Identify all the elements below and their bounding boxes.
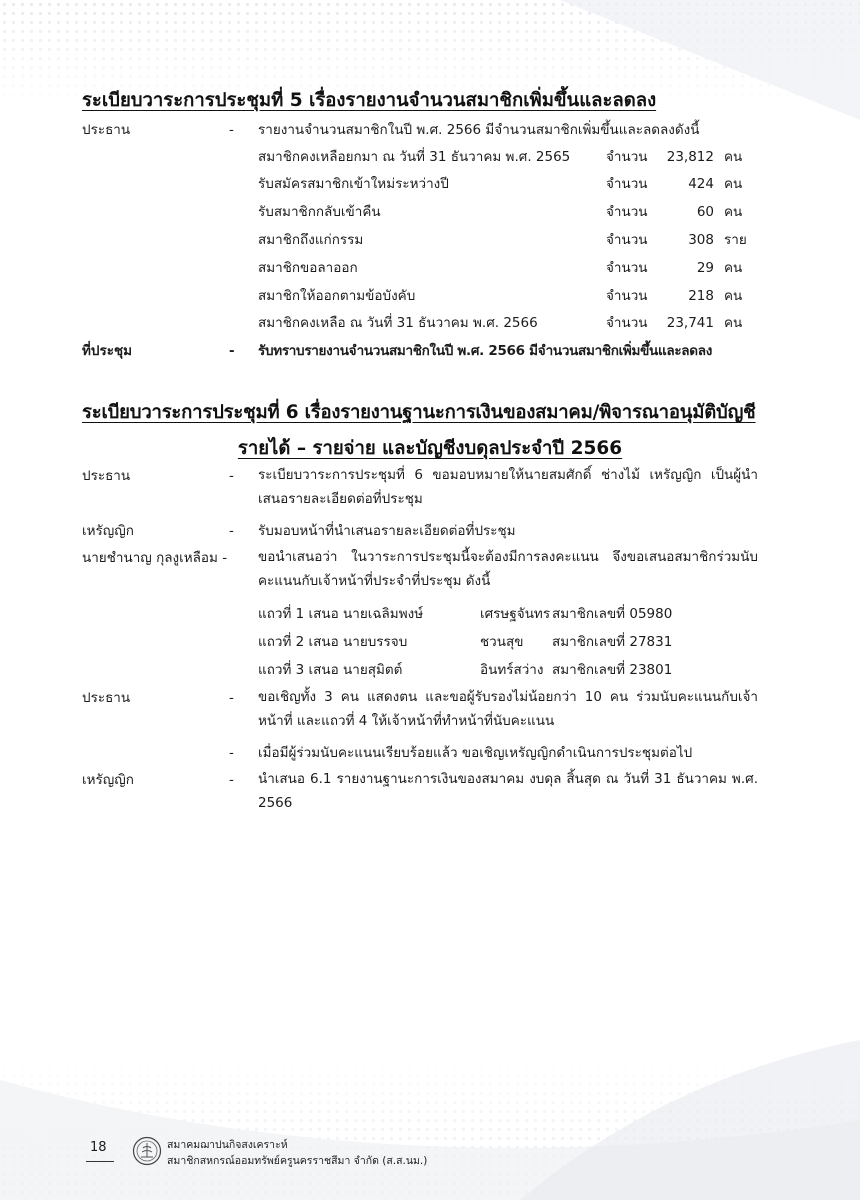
member-count: 424 <box>688 176 714 192</box>
dash: - <box>229 690 234 706</box>
member-row <box>0 283 860 309</box>
member-count: 29 <box>696 260 714 276</box>
proposal-member-no: สมาชิกเลขที่ 23801 <box>552 662 673 678</box>
page-footer <box>0 1132 860 1182</box>
member-label: สมาชิกขอลาออก <box>258 260 358 276</box>
member-row <box>0 171 860 197</box>
section5-heading: ระเบียบวาระการประชุมที่ 5 เรื่องรายงานจำนวนสมาชิกเพิ่มขึ้นและลดลง <box>82 90 657 111</box>
dash: - <box>229 523 234 539</box>
proposal-member-no: สมาชิกเลขที่ 27831 <box>552 634 673 650</box>
page-number: 18 <box>90 1140 107 1155</box>
member-count: 308 <box>688 232 714 248</box>
member-unit: จำนวน <box>606 260 648 276</box>
entry-row <box>0 545 860 595</box>
entry-text: เมื่อมีผู้ร่วมนับคะแนนเรียบร้อยแล้ว ขอเชิญเหรัญญิกดำเนินการประชุมต่อไป <box>258 745 693 761</box>
proposal-row <box>0 657 860 683</box>
member-label: สมาชิกถึงแก่กรรม <box>258 232 364 248</box>
member-count: 60 <box>696 204 714 220</box>
member-row <box>0 310 860 336</box>
speaker-label: เหรัญญิก <box>82 772 134 788</box>
member-label: สมาชิกให้ออกตามข้อบังคับ <box>258 288 416 304</box>
entry-row <box>0 685 860 735</box>
entry-text: ระเบียบวาระการประชุมที่ 6 ขอมอบหมายให้นายสมศักดิ์ ช่างไม้ เหรัญญิก เป็นผู้นำเสนอรายละเอียดต่อที่ประชุม <box>258 467 758 507</box>
member-suffix: คน <box>724 260 743 276</box>
member-unit: จำนวน <box>606 315 648 331</box>
member-unit: จำนวน <box>606 232 648 248</box>
member-unit: จำนวน <box>606 288 648 304</box>
dash: - <box>229 745 234 761</box>
entry-text: นำเสนอ 6.1 รายงานฐานะการเงินของสมาคม งบดุล สิ้นสุด ณ วันที่ 31 ธันวาคม พ.ศ. 2566 <box>258 771 758 811</box>
member-count: 23,812 <box>666 149 714 165</box>
section5-intro-row <box>0 117 860 143</box>
member-unit: จำนวน <box>606 204 648 220</box>
entry-row <box>0 463 860 513</box>
member-unit: จำนวน <box>606 149 648 165</box>
speaker-label: ที่ประชุม <box>82 343 133 359</box>
proposal-row <box>0 629 860 655</box>
section6-heading-line2: รายได้ – รายจ่าย และบัญชีงบดุลประจำปี 2566 <box>237 438 623 459</box>
org-name-line1: สมาคมฌาปนกิจสงเคราะห์ <box>167 1139 288 1151</box>
dash: - <box>229 122 234 138</box>
entry-row <box>0 518 860 544</box>
speaker-label: ประธาน <box>82 468 131 484</box>
section6-heading-line1: ระเบียบวาระการประชุมที่ 6 เรื่องรายงานฐานะการเงินของสมาคม/พิจารณาอนุมัติบัญชี <box>82 402 756 423</box>
member-unit: จำนวน <box>606 176 648 192</box>
member-suffix: ราย <box>724 232 747 248</box>
proposal-row <box>0 601 860 627</box>
speaker-label: นายชำนาญ กุลงูเหลือม - <box>82 550 228 566</box>
speaker-label: ประธาน <box>82 690 131 706</box>
proposal-name: แถวที่ 3 เสนอ นายสุมิตต์ <box>258 662 403 678</box>
speaker-label: ประธาน <box>82 122 131 138</box>
member-label: สมาชิกคงเหลือ ณ วันที่ 31 ธันวาคม พ.ศ. 2566 <box>258 315 538 331</box>
member-suffix: คน <box>724 149 743 165</box>
intro-text: รายงานจำนวนสมาชิกในปี พ.ศ. 2566 มีจำนวนสมาชิกเพิ่มขึ้นและลดลงดังนี้ <box>258 122 700 138</box>
member-label: รับสมัครสมาชิกเข้าใหม่ระหว่างปี <box>258 176 449 192</box>
member-row <box>0 199 860 225</box>
entry-row <box>0 767 860 817</box>
proposal-surname: อินทร์สว่าง <box>480 662 544 678</box>
member-row <box>0 144 860 170</box>
entry-text: ขอนำเสนอว่า ในวาระการประชุมนี้จะต้องมีการลงคะแนน จึงขอเสนอสมาชิกร่วมนับคะแนนกับเจ้าหน้าที่ประจำที่ประชุม ดังนี้ <box>258 549 758 589</box>
proposal-surname: เศรษฐจันทร <box>480 606 551 622</box>
proposal-name: แถวที่ 2 เสนอ นายบรรจบ <box>258 634 408 650</box>
member-suffix: คน <box>724 204 743 220</box>
member-row <box>0 255 860 281</box>
section5-resolution-row <box>0 338 860 364</box>
proposal-surname: ชวนสุข <box>480 634 524 650</box>
entry-row <box>0 740 860 766</box>
org-name-line2: สมาชิกสหกรณ์ออมทรัพย์ครูนครราชสีมา จำกัด (ส.ส.นม.) <box>167 1155 428 1167</box>
proposal-member-no: สมาชิกเลขที่ 05980 <box>552 606 673 622</box>
member-suffix: คน <box>724 176 743 192</box>
member-count: 23,741 <box>666 315 714 331</box>
entry-text: รับมอบหน้าที่นำเสนอรายละเอียดต่อที่ประชุม <box>258 523 516 539</box>
resolution-text: รับทราบรายงานจำนวนสมาชิกในปี พ.ศ. 2566 มีจำนวนสมาชิกเพิ่มขึ้นและลดลง <box>258 343 713 359</box>
dash: - <box>229 772 234 788</box>
dash: - <box>229 468 234 484</box>
member-label: สมาชิกคงเหลือยกมา ณ วันที่ 31 ธันวาคม พ.ศ. 2565 <box>258 149 571 165</box>
association-logo-icon <box>132 1136 162 1166</box>
member-suffix: คน <box>724 288 743 304</box>
page-number-underline <box>86 1161 114 1162</box>
entry-text: ขอเชิญทั้ง 3 คน แสดงตน และขอผู้รับรองไม่น้อยกว่า 10 คน ร่วมนับคะแนนกับเจ้าหน้าที่ และแถวที่ 4 ให้เจ้าหน้าที่ทำหน้าที่นับคะแนน <box>258 689 758 729</box>
member-suffix: คน <box>724 315 743 331</box>
member-row <box>0 227 860 253</box>
member-label: รับสมาชิกกลับเข้าคืน <box>258 204 381 220</box>
member-count: 218 <box>688 288 714 304</box>
speaker-label: เหรัญญิก <box>82 523 134 539</box>
dash: - <box>229 343 235 359</box>
section6-heading-line2-wrap <box>0 434 860 463</box>
proposal-name: แถวที่ 1 เสนอ นายเฉลิมพงษ์ <box>258 606 424 622</box>
